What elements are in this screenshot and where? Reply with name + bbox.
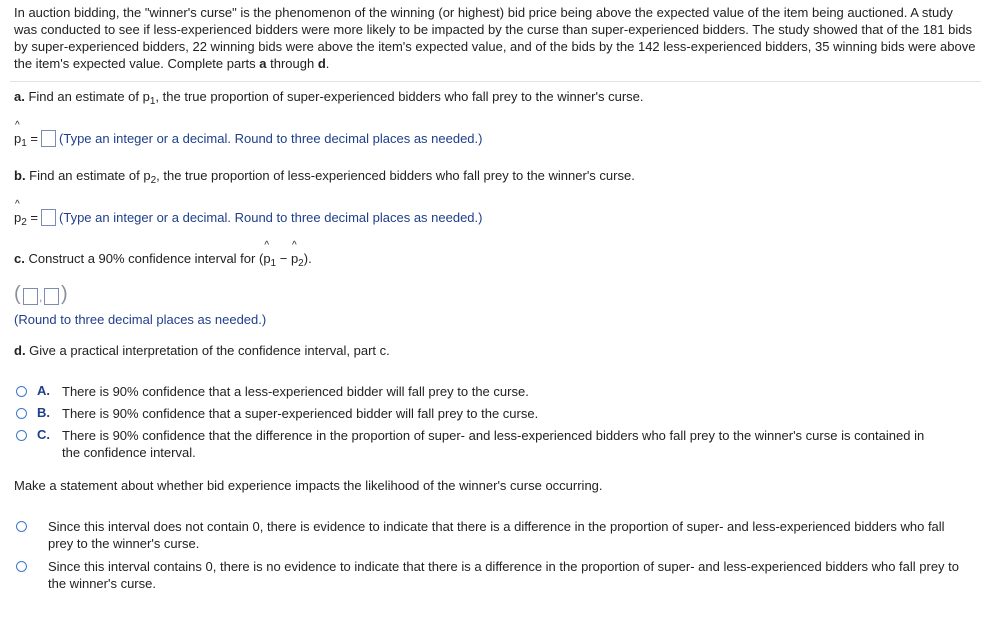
intro-text: In auction bidding, the "winner's curse" is the phenomenon of the winning (or highest) bid price being above the expected value of the item being auctioned. A study was conducted to see if less-experienced bidders were more likely to be impacted by the curse than super-experienced bidders. The study showed that of the 181 bids by super-experienced bidders, 22 winning bids were above the item's expected value, and of the bids by the 142 less-experienced bidders, 35 winning bids were above the item's expected value. Complete parts — [14, 5, 976, 71]
part-a-label: a. — [14, 89, 25, 104]
statement-prompt: Make a statement about whether bid experience impacts the likelihood of the winner's curse occurring. — [14, 478, 603, 493]
part-a-sub: 1 — [149, 96, 156, 107]
p1-hat-answer-input[interactable] — [41, 130, 56, 147]
expr-p1-sub: 1 — [270, 258, 277, 269]
part-d-question — [14, 342, 390, 359]
p1-equals: = — [30, 131, 39, 146]
p1-sub: 1 — [21, 138, 27, 149]
option-c-text[interactable]: There is 90% confidence that the difference in the proportion of super- and less-experienced bidders who fall prey to the winner's curse is contained in the confidence interval. — [62, 428, 925, 460]
option-b-radio[interactable] — [16, 408, 27, 419]
problem-intro — [14, 4, 978, 72]
expr-close-paren: ). — [303, 251, 312, 266]
ci-lower-bound-input[interactable] — [23, 288, 38, 305]
statement-option-1-text[interactable]: Since this interval does not contain 0, there is evidence to indicate that there is a difference in the proportion of super- and less-experienced bidders who fall prey to the winner's curse. — [48, 519, 945, 551]
part-a-answer-row — [14, 130, 482, 147]
statement-option-2-radio[interactable] — [16, 561, 27, 572]
p1-symbol: p — [14, 131, 22, 146]
part-d-label: d. — [14, 343, 26, 358]
expr-p2: p — [290, 251, 299, 266]
part-d-text: Give a practical interpretation of the confidence interval, part c. — [25, 343, 390, 358]
p2-symbol: p — [14, 210, 22, 225]
option-a-radio[interactable] — [16, 386, 27, 397]
statement-option-2-text[interactable]: Since this interval contains 0, there is no evidence to indicate that there is a difference in the proportion of super- and less-experienced bidders who fall prey to the winner's curse. — [48, 559, 960, 591]
ci-comma: , — [39, 290, 43, 304]
option-b-letter: B. — [37, 405, 50, 420]
part-a-text-after: , the true proportion of super-experienced bidders who fall prey to the winner's curse. — [155, 89, 644, 104]
p2-equals: = — [30, 210, 39, 225]
part-b-sub: 2 — [150, 175, 157, 186]
section-divider — [10, 81, 981, 82]
intro-bold-a: a — [259, 56, 267, 71]
option-b-text[interactable]: There is 90% confidence that a super-experienced bidder will fall prey to the curse. — [62, 406, 539, 421]
part-b-question — [14, 167, 635, 184]
ci-close-paren: ) — [61, 283, 68, 305]
expr-minus: − — [276, 251, 291, 266]
expr-open-paren: ( — [258, 251, 264, 266]
expr-p2-sub: 2 — [298, 258, 304, 269]
p2-sub: 2 — [21, 217, 27, 228]
expr-p1: p — [263, 251, 271, 266]
intro-through: through — [266, 56, 318, 71]
option-c-letter: C. — [37, 427, 50, 442]
part-c-hint: (Round to three decimal places as needed.) — [14, 312, 267, 327]
part-c-question — [14, 250, 312, 267]
p1-hat-symbol — [14, 130, 27, 147]
p2-hat-answer-input[interactable] — [41, 209, 56, 226]
part-b-text-after: , the true proportion of less-experienced bidders who fall prey to the winner's curse. — [156, 168, 635, 183]
option-a-text[interactable]: There is 90% confidence that a less-experienced bidder will fall prey to the curse. — [62, 384, 529, 399]
part-c-text: Construct a 90% confidence interval for — [24, 251, 259, 266]
p2-hat-symbol — [14, 209, 27, 226]
option-a-letter: A. — [37, 383, 50, 398]
part-a-text: Find an estimate of p — [24, 89, 150, 104]
option-c-radio[interactable] — [16, 430, 27, 441]
ci-upper-bound-input[interactable] — [44, 288, 59, 305]
part-c-label: c. — [14, 251, 25, 266]
part-a-hint: (Type an integer or a decimal. Round to three decimal places as needed.) — [59, 131, 483, 146]
part-a-question — [14, 88, 644, 105]
expr-p2-hat — [291, 250, 304, 267]
intro-bold-d: d — [317, 56, 326, 71]
expr-p1-hat — [263, 250, 276, 267]
statement-option-1-radio[interactable] — [16, 521, 27, 532]
intro-end: . — [325, 56, 330, 71]
part-b-label: b. — [14, 168, 26, 183]
part-b-hint: (Type an integer or a decimal. Round to three decimal places as needed.) — [59, 210, 483, 225]
part-b-answer-row — [14, 209, 482, 226]
ci-open-paren: ( — [14, 283, 21, 305]
part-b-text: Find an estimate of p — [25, 168, 151, 183]
